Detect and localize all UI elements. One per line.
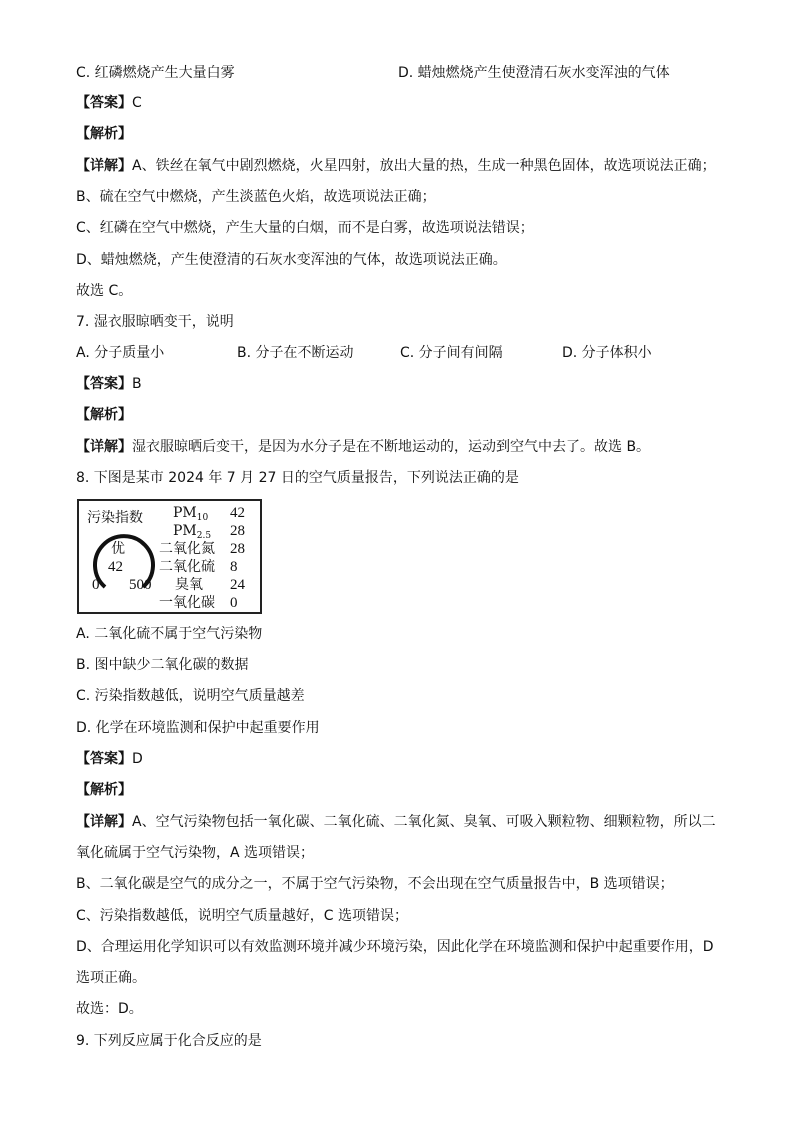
q7-option-c: C. 分子间有间隔	[400, 345, 503, 361]
q8-option-d: D. 化学在环境监测和保护中起重要作用	[76, 720, 320, 736]
q7-answer: 【答案】B	[76, 376, 142, 392]
q6-detail-line: C、红磷在空气中燃烧，产生大量的白烟，而不是白雾，故选项说法错误；	[76, 220, 534, 236]
q9-stem: 9. 下列反应属于化合反应的是	[76, 1033, 262, 1049]
answer-label: 【答案】	[76, 95, 132, 111]
q8-detail-line: B、二氧化碳是空气的成分之一，不属于空气污染物，不会出现在空气质量报告中，B 选项错误；	[76, 876, 674, 892]
answer-value: C	[132, 95, 142, 111]
scale-max: 500	[129, 577, 152, 593]
q6-option-d: D. 蜡烛燃烧产生使澄清石灰水变浑浊的气体	[398, 65, 670, 81]
pollutant-value: 8	[230, 559, 238, 575]
pollutant-name: 二氧化氮	[159, 541, 215, 557]
pollutant-name: 一氧化碳	[159, 595, 215, 611]
detail-label: 【详解】	[76, 158, 132, 174]
pollutant-name: $PM_{2.5}$	[173, 523, 212, 541]
pollutant-value: 24	[230, 577, 245, 593]
pollutant-value: 28	[230, 523, 245, 539]
q6-answer	[76, 93, 142, 113]
q6-detail-line: D、蜡烛燃烧，产生使澄清的石灰水变浑浊的气体，故选项说法正确。	[76, 252, 507, 268]
q8-answer: 【答案】D	[76, 751, 143, 767]
q6-detail-line: 【详解】A、铁丝在氧气中剧烈燃烧，火星四射，放出大量的热，生成一种黑色固体，故选项说法正确；	[76, 158, 716, 174]
q8-detail-line: 选项正确。	[76, 970, 146, 986]
q7-detail: 【详解】湿衣服晾晒后变干，是因为水分子是在不断地运动的，运动到空气中去了。故选 B。	[76, 439, 651, 455]
pollutant-value: 0	[230, 595, 238, 611]
q8-conclusion: 故选：D。	[76, 1001, 143, 1017]
q8-option-c: C. 污染指数越低，说明空气质量越差	[76, 688, 305, 704]
gauge-grade: 优	[111, 541, 125, 557]
q8-detail-line: 氧化硫属于空气污染物，A 选项错误；	[76, 845, 315, 861]
q7-option-b: B. 分子在不断运动	[237, 345, 354, 361]
q7-option-a: A. 分子质量小	[76, 345, 165, 361]
q8-option-a: A. 二氧化硫不属于空气污染物	[76, 626, 263, 642]
pollutant-name: $PM_{10}$	[173, 505, 209, 523]
q8-detail-line: D、合理运用化学知识可以有效监测环境并减少环境污染，因此化学在环境监测和保护中起重要作用，D	[76, 939, 714, 955]
q6-detail-line: B、硫在空气中燃烧，产生淡蓝色火焰，故选项说法正确；	[76, 189, 436, 205]
pollutant-name: 二氧化硫	[159, 559, 215, 575]
q8-detail-line: 【详解】A、空气污染物包括一氧化碳、二氧化硫、二氧化氮、臭氧、可吸入颗粒物、细颗粒物，所以二	[76, 814, 716, 830]
pollutant-name: 臭氧	[175, 577, 203, 593]
figure-title: 污染指数	[87, 510, 143, 526]
q8-option-b: B. 图中缺少二氧化碳的数据	[76, 657, 249, 673]
q8-stem: 8. 下图是某市 2024 年 7 月 27 日的空气质量报告，下列说法正确的是	[76, 470, 519, 486]
q7-analysis-label: 【解析】	[76, 407, 132, 423]
q6-option-c: C. 红磷燃烧产生大量白雾	[76, 65, 235, 81]
pollutant-value: 42	[230, 505, 245, 521]
q7-stem: 7. 湿衣服晾晒变干，说明	[76, 314, 234, 330]
q8-detail-line: C、污染指数越低，说明空气质量越好，C 选项错误；	[76, 908, 408, 924]
q6-conclusion: 故选 C。	[76, 283, 133, 299]
air-quality-report-figure	[77, 499, 262, 614]
q7-option-d: D. 分子体积小	[562, 345, 652, 361]
scale-min: 0	[92, 577, 100, 593]
q8-analysis-label: 【解析】	[76, 782, 132, 798]
pollutant-value: 28	[230, 541, 245, 557]
q6-analysis-label: 【解析】	[76, 126, 132, 142]
gauge-index: 42	[108, 559, 123, 575]
